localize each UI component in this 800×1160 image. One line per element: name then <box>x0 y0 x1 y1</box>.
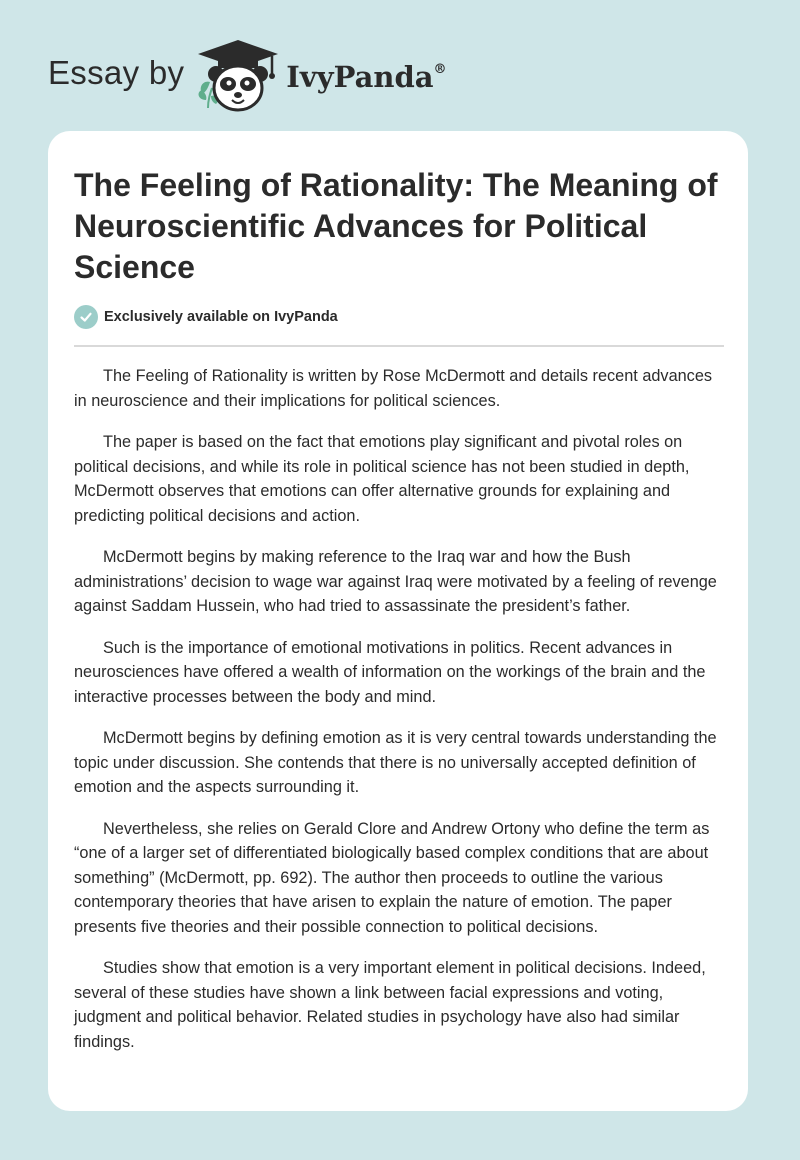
exclusive-badge <box>74 305 338 329</box>
site-header <box>48 36 447 116</box>
paragraph: McDermott begins by defining emotion as it is very central towards understanding the topic under discussion. She contends that there is no universally accepted definition of emotion and the aspects surrounding it. <box>74 729 717 796</box>
panda-graduate-icon[interactable] <box>192 36 284 116</box>
brand-name[interactable]: IvyPanda® <box>286 60 447 94</box>
ivypanda-logo-icon <box>192 36 284 116</box>
paragraph: The paper is based on the fact that emotions play significant and pivotal roles on political decisions, and while its role in political science has not been studied in depth, McDermott observes that emotions can offer alternative grounds for explaining and predicting political decisions and action. <box>74 433 690 525</box>
paragraph: The Feeling of Rationality is written by Rose McDermott and details recent advances in neuroscience and their implications for political sciences. <box>74 367 713 410</box>
essay-body <box>74 364 726 1071</box>
exclusive-label: Exclusively available on IvyPanda <box>104 309 338 325</box>
paragraph: Studies show that emotion is a very important element in political decisions. Indeed, several of these studies have shown a link between facial expressions and voting, judgment and political behavior. Related studies in psychology have also had similar findings. <box>74 959 706 1051</box>
check-icon <box>74 305 98 329</box>
essay-by-label: Essay by <box>48 54 185 91</box>
paragraph: Nevertheless, she relies on Gerald Clore and Andrew Ortony who define the term as “one of a larger set of differentiated biologically based complex conditions that are about something” (McDermott, pp. 692). The author then proceeds to outline the various contemporary theories that have arisen to explain the nature of emotion. The paper presents five theories and their possible connection to political decisions. <box>74 819 710 936</box>
paragraph: Such is the importance of emotional motivations in politics. Recent advances in neurosciences have offered a wealth of information on the workings of the brain and the interactive processes between the body and mind. <box>74 638 706 706</box>
divider <box>74 345 724 347</box>
essay-title: The Feeling of Rationality: The Meaning of Neuroscientific Advances for Political Science <box>74 167 718 285</box>
essay-card <box>48 131 748 1111</box>
registered-mark: ® <box>433 62 447 77</box>
paragraph: McDermott begins by making reference to the Iraq war and how the Bush administrations’ decision to wage war against Iraq were motivated by a feeling of revenge against Saddam Hussein, who had tried to assassinate the president’s father. <box>74 548 717 615</box>
